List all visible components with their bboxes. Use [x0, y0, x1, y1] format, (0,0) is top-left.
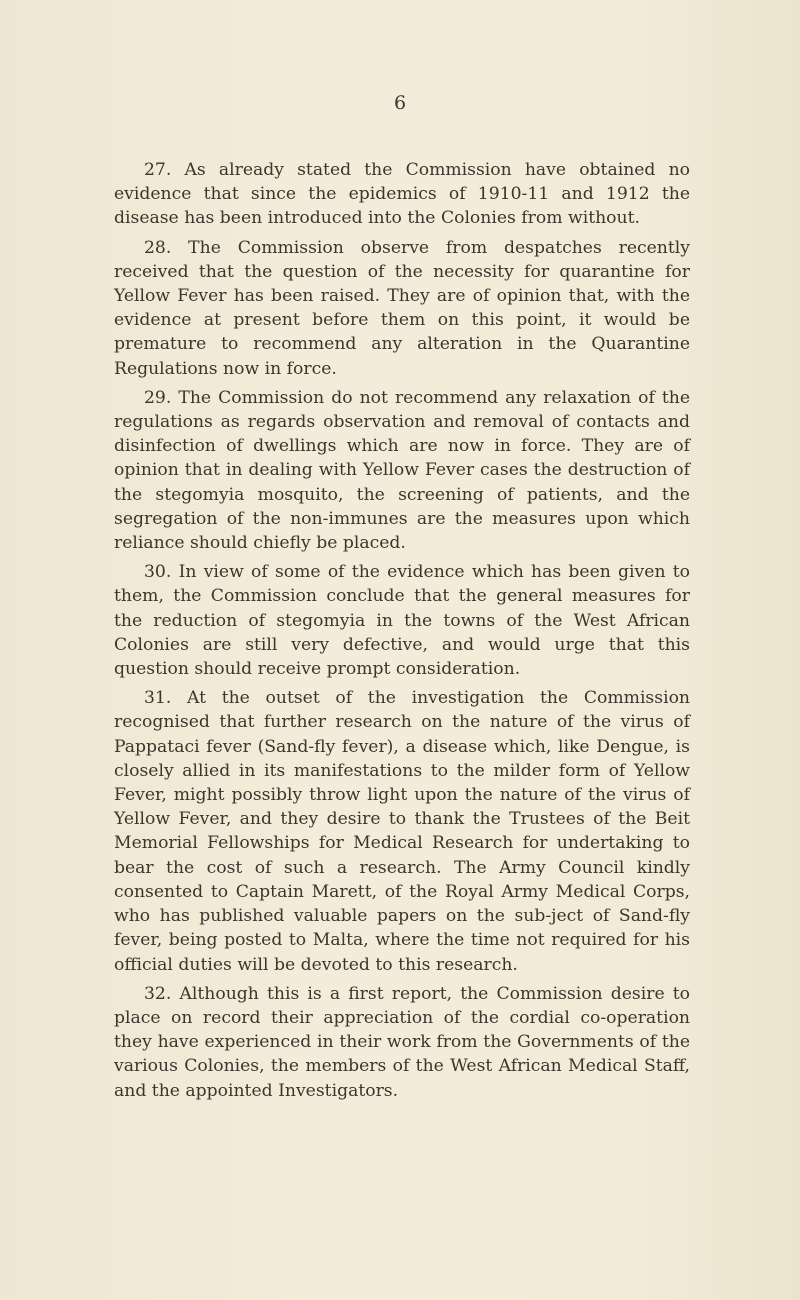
- paragraph-number: 27.: [144, 160, 172, 180]
- paragraph-number: 31.: [144, 688, 172, 709]
- paragraph-number: 30.: [144, 562, 172, 583]
- paragraph-number: 29.: [144, 387, 172, 408]
- paragraph-30: [114, 560, 690, 681]
- page-number: 6: [393, 92, 407, 114]
- paragraph-text: The Commission observe from despatches recently received that the question of the necessity for quarantine for Yellow Fever has been raised. They are of opinion that, with the evidence at present before them on this point, it would be premature to recommend any alteration in the Quarantine Regulations now in force.: [114, 237, 690, 379]
- paragraph-27: [114, 158, 690, 231]
- paragraph-text: The Commission do not recommend any relaxation of the regulations as regards observation and removal of contacts and disinfection of dwellings which are now in force. They are of opinion that in dealing with Yellow Fever cases the destruction of the stegomyia mosquito, the screening of patients, and the segregation of the non-immunes are the measures upon which reliance should chiefly be placed.: [114, 387, 690, 554]
- paragraph-29: [114, 386, 690, 555]
- paragraph-text: Although this is a first report, the Commission desire to place on record their appreciation of the cordial co-operation they have experienced in their work from the Governments of the various Colonies, the members of the West African Medical Staff, and the appointed Investigators.: [114, 983, 691, 1101]
- paragraph-31: [114, 686, 690, 976]
- paragraph-text: As already stated the Commission have obtained no evidence that since the epidemics of 1910-11 and 1912 the disease has been introduced into the Colonies from without.: [114, 160, 690, 229]
- paragraph-text: In view of some of the evidence which has been given to them, the Commission conclude that the general measures for the reduction of stegomyia in the towns of the West African Colonies are still very defective, and would urge that this question should receive prompt consideration.: [114, 562, 691, 680]
- paragraph-text: At the outset of the investigation the Commission recognised that further research on the nature of the virus of Pappataci fever (Sand-fly fever), a disease which, like Dengue, is closely allied in its manifestations to the milder form of Yellow Fever, might possibly throw light upon the nature of the virus of Yellow Fever, and they desire to thank the Trustees of the Beit Memorial Fellowships for Medical Research for undertaking to bear the cost of such a research. The Army Council kindly consented to Captain Marett, of the Royal Army Medical Corps, who has published valuable papers on the sub-ject of Sand-fly fever, being posted to Malta, where the time not required for his official duties will be devoted to this research.: [114, 688, 690, 975]
- paragraph-32: [114, 982, 690, 1103]
- paragraph-number: 28.: [144, 237, 172, 258]
- paragraph-number: 32.: [144, 983, 172, 1004]
- paragraph-28: [114, 236, 690, 381]
- body-text: [114, 158, 690, 1108]
